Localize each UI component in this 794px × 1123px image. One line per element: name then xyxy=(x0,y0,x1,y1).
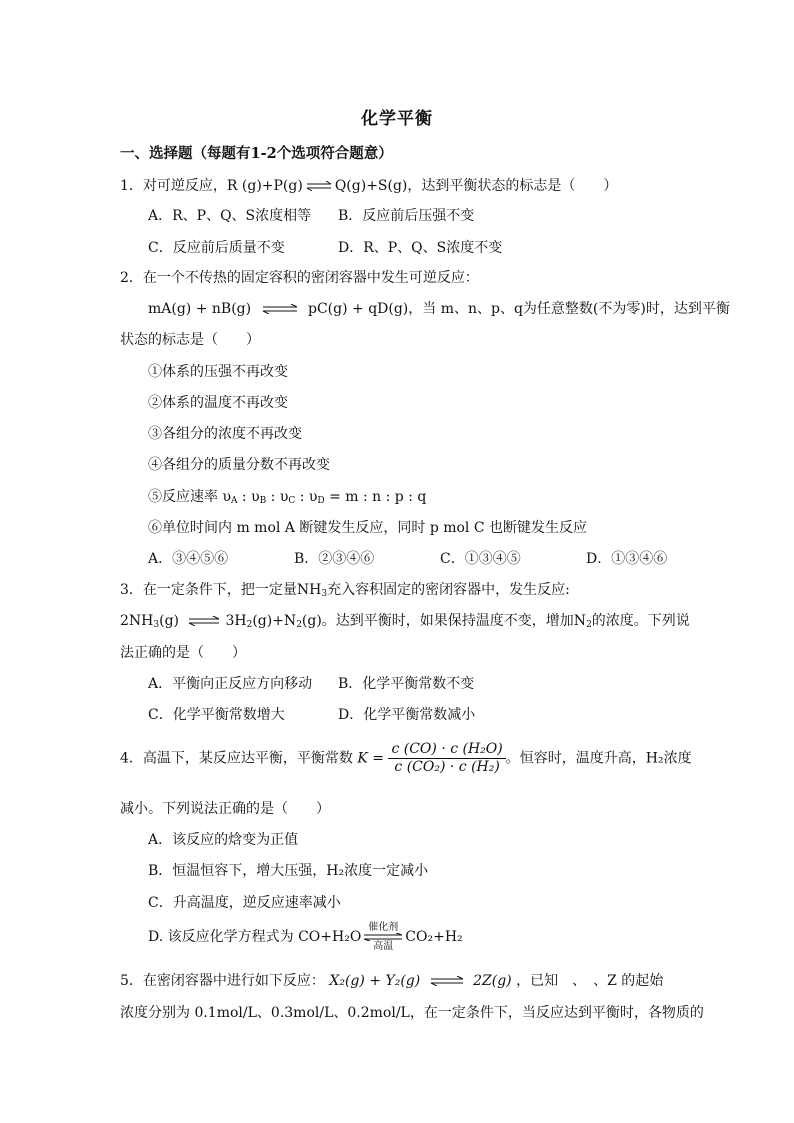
subscript: 3 xyxy=(321,589,328,599)
q4-option-d-text: CO₂+H₂ xyxy=(405,929,463,945)
q3-option-c: C．化学平衡常数增大 xyxy=(148,707,285,723)
q2-item-5-text: ⑤反应速率 υ xyxy=(148,489,231,505)
q1-option-c: C．反应前后质量不变 xyxy=(148,240,285,256)
q3-option-b: B．化学平衡常数不变 xyxy=(338,676,475,692)
question-2-stem: 2．在一个不传热的固定容积的密闭容器中发生可逆反应： xyxy=(120,270,479,286)
q4-k-symbol: K xyxy=(357,750,368,767)
q3-option-d: D．化学平衡常数减小 xyxy=(338,707,476,723)
q4-stem-2: 减小。下列说法正确的是（ ） xyxy=(120,801,330,817)
q3-eq-part: (g)。达到平衡时，如果保持温度不变，增加N xyxy=(301,613,587,629)
equilibrium-constant-fraction xyxy=(388,741,505,776)
question-5-stem xyxy=(120,971,663,991)
subscript: B xyxy=(259,496,267,506)
q3-eq-part: (g) xyxy=(159,613,179,629)
equilibrium-arrow-icon xyxy=(262,304,298,314)
question-3-stem xyxy=(120,580,570,604)
q2-item-5 xyxy=(148,487,426,511)
q1-option-a: A．R、P、Q、S浓度相等 xyxy=(148,208,312,224)
q2-equation xyxy=(148,299,730,319)
page-title: 化学平衡 xyxy=(361,109,433,129)
q2-item-5-text: = m : n : p : q xyxy=(324,489,427,505)
q4-option-b: B．恒温恒容下，增大压强，H₂浓度一定减小 xyxy=(148,863,429,879)
q2-option-b: B．②③④⑥ xyxy=(294,551,375,567)
subscript: 2 xyxy=(586,620,592,630)
q2-item-5-text: : υ xyxy=(266,489,289,505)
q2-item-5-text: : υ xyxy=(295,489,318,505)
q4-stem-part: 。恒容时，温度升高，H₂浓度 xyxy=(505,750,692,767)
subscript: 2 xyxy=(246,620,253,630)
temperature-label: 高温 xyxy=(373,941,394,952)
subscript: A xyxy=(230,496,238,506)
q3-equation xyxy=(120,611,690,635)
q1-stem-part: 1．对可逆反应，R (g)+P(g) xyxy=(120,178,303,194)
subscript: D xyxy=(317,496,325,506)
q2-eq-right: pC(g) + qD(g)，当 m、n、p、q为任意整数(不为零)时，达到平衡 xyxy=(308,301,730,317)
q4-equals: = xyxy=(372,750,385,767)
q3-eq-part: (g)+N xyxy=(252,613,297,629)
q5-stem-part: ，已知 、 、Z 的起始 xyxy=(516,973,664,989)
q2-option-a: A．③④⑤⑥ xyxy=(148,551,229,567)
q2-stem-2: 状态的标志是（ ） xyxy=(120,332,260,348)
equilibrium-arrow-icon xyxy=(306,181,332,191)
fraction-numerator: c (CO) · c (H₂O) xyxy=(388,741,505,759)
equilibrium-arrow-icon xyxy=(188,616,220,626)
q2-eq-left: mA(g) + nB(g) xyxy=(148,301,252,317)
q2-item-3: ③各组分的浓度不再改变 xyxy=(148,426,302,442)
q2-item-1: ①体系的压强不再改变 xyxy=(148,364,288,380)
subscript: 3 xyxy=(153,620,160,630)
q3-stem-2: 法正确的是（ ） xyxy=(120,645,246,661)
q4-option-a: A．该反应的焓变为正值 xyxy=(148,832,299,848)
catalyst-label: 催化剂 xyxy=(368,922,399,933)
reaction-condition xyxy=(363,922,403,952)
subscript: C xyxy=(288,496,296,506)
q2-item-4: ④各组分的质量分数不再改变 xyxy=(148,457,330,473)
q4-stem-part: 4．高温下，某反应达平衡，平衡常数 xyxy=(120,750,353,767)
q4-option-d xyxy=(148,922,463,952)
q3-stem-part: 3．在一定条件下，把一定量NH xyxy=(120,582,322,598)
q1-option-b: B．反应前后压强不变 xyxy=(338,208,475,224)
q5-eq-left: X₂(g) + Y₂(g) xyxy=(329,973,421,989)
q4-option-d-text: D. 该反应化学方程式为 CO+H₂O xyxy=(148,929,362,945)
q4-option-c: C．升高温度，逆反应速率减小 xyxy=(148,895,341,911)
equilibrium-arrow-icon xyxy=(363,933,403,941)
q3-stem-part: 充入容积固定的密闭容器中，发生反应: xyxy=(327,582,570,598)
section-heading: 一、选择题（每题有1-2个选项符合题意） xyxy=(120,145,393,162)
q5-stem-part: 5．在密闭容器中进行如下反应： xyxy=(120,973,325,989)
q3-option-a: A．平衡向正反应方向移动 xyxy=(148,676,313,692)
q1-stem-part: Q(g)+S(g)，达到平衡状态的标志是（ ） xyxy=(334,178,618,194)
q5-eq-right: 2Z(g) xyxy=(473,973,512,989)
q1-option-d: D．R、P、Q、S浓度不变 xyxy=(338,240,503,256)
q2-option-d: D．①③④⑥ xyxy=(586,551,668,567)
q3-eq-part: 2NH xyxy=(120,613,154,629)
subscript: 2 xyxy=(296,620,302,630)
equilibrium-arrow-icon xyxy=(430,976,464,986)
fraction-denominator: c (CO₂) · c (H₂) xyxy=(394,759,500,775)
q3-eq-part: 的浓度。下列说 xyxy=(591,613,690,629)
q2-item-5-text: : υ xyxy=(237,489,260,505)
q5-line-2: 浓度分别为 0.1mol/L、0.3mol/L、0.2mol/L，在一定条件下，当反应达到平衡时，各物质的 xyxy=(120,1005,704,1021)
q2-option-c: C．①③④⑤ xyxy=(440,551,521,567)
question-1-stem xyxy=(120,176,617,196)
q3-eq-part: 3H xyxy=(225,613,247,629)
question-4-stem xyxy=(120,741,692,776)
q2-item-6: ⑥单位时间内 m mol A 断键发生反应，同时 p mol C 也断键发生反应 xyxy=(148,520,588,536)
q2-item-2: ②体系的温度不再改变 xyxy=(148,395,288,411)
